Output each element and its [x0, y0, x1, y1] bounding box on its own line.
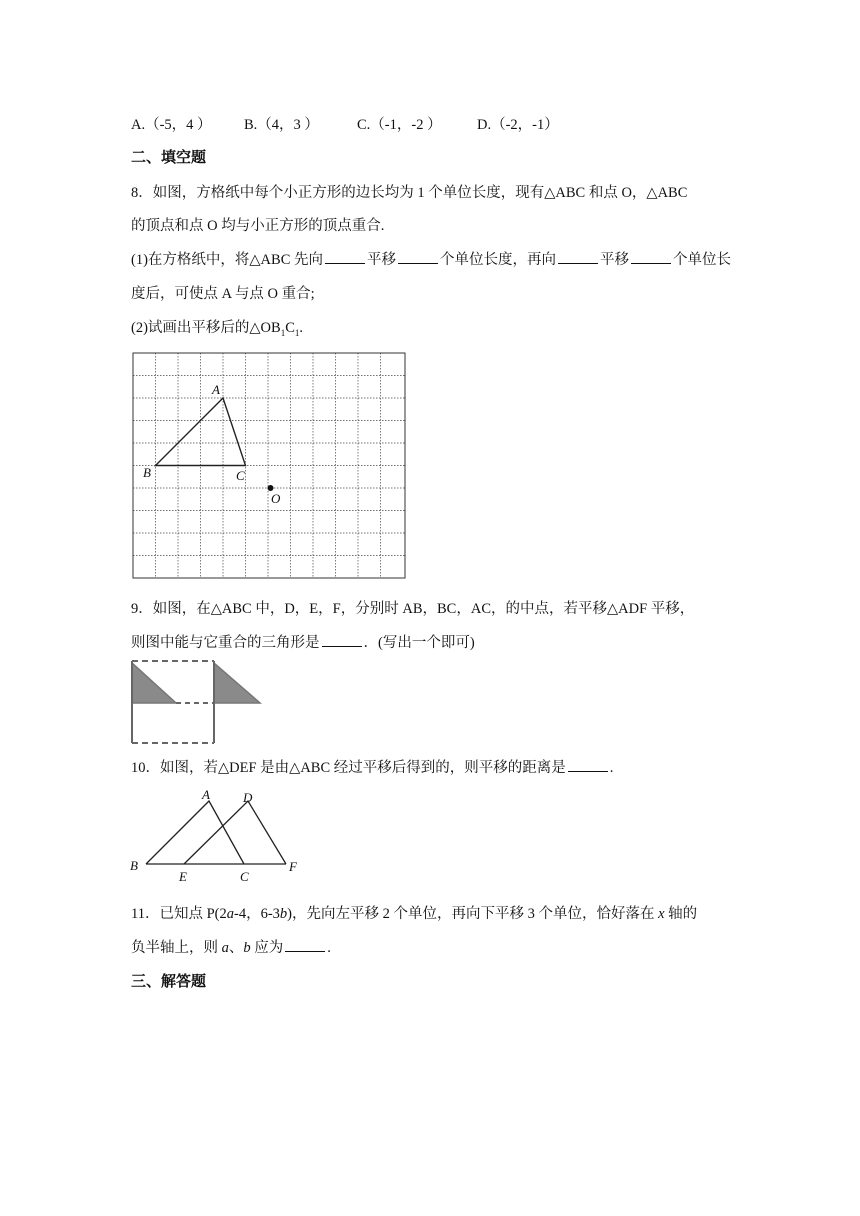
q8-p1-b: 平移: [367, 252, 396, 268]
label-f: F: [289, 859, 297, 874]
q8-p1-d: 平移: [600, 252, 629, 268]
q11-text: 应为: [254, 940, 284, 956]
answer-blank[interactable]: [325, 262, 365, 264]
q11-var-a: a: [221, 940, 229, 956]
q11-var-b: b: [279, 906, 288, 922]
q8-p1-a: (1)在方格纸中，将△ABC 先向: [131, 252, 323, 268]
q8-p1-c: 个单位长度，再向: [440, 252, 556, 268]
answer-blank[interactable]: [322, 645, 362, 647]
option-a: A.（-5，4 ）: [131, 117, 212, 133]
shaded-triangle-right: [214, 663, 260, 703]
q11-var-x: x: [658, 906, 665, 922]
q10-figure: [125, 786, 315, 888]
option-d: D.（-2，-1）: [477, 117, 559, 133]
q9-line2-b: ．(写出一个即可): [363, 635, 475, 651]
q10-line1: [131, 756, 613, 777]
label-b: B: [130, 858, 138, 873]
q11-text: 、: [228, 940, 244, 956]
q11-line1: [131, 902, 697, 923]
label-o: O: [271, 491, 281, 506]
label-d: D: [243, 790, 253, 805]
q11-var-a: a: [226, 906, 234, 922]
q8-p2-c: .: [299, 320, 303, 336]
q8-line1: 8．如图，方格纸中每个小正方形的边长均为 1 个单位长度，现有△ABC 和点 O，△ABC: [131, 185, 688, 201]
q8-part2: [131, 316, 303, 338]
q11-line2: [131, 936, 331, 957]
q9-line1: 9．如图，在△ABC 中，D，E，F，分别时 AB，BC，AC，的中点，若平移△ADF 平移，: [131, 601, 695, 617]
q11-text: .: [327, 940, 331, 956]
label-c: C: [236, 468, 245, 483]
label-a: A: [212, 382, 220, 397]
q11-text: )，先向左平移 2 个单位，再向下平移 3 个单位，恰好落在: [287, 906, 655, 922]
q9-figure: [128, 657, 268, 749]
triangle-abc: [146, 801, 244, 864]
q11-text: 负半轴上，则: [131, 940, 218, 956]
q10-line1-b: .: [609, 760, 614, 776]
q9-line2: [131, 631, 475, 652]
q8-p2-a: (2)试画出平移后的△OB: [131, 320, 281, 336]
label-c: C: [240, 869, 249, 884]
q8-p2-b: C: [285, 320, 295, 336]
q8-line2: 的顶点和点 O 均与小正方形的顶点重合.: [131, 218, 385, 234]
q11-var-b: b: [243, 940, 251, 956]
section-2-title: 二、填空题: [131, 148, 207, 166]
q9-line2-a: 则图中能与它重合的三角形是: [131, 635, 320, 651]
q10-line1-a: 10．如图，若△DEF 是由△ABC 经过平移后得到的，则平移的距离是: [131, 760, 566, 776]
label-a: A: [202, 787, 210, 802]
q8-grid-figure: [130, 350, 410, 582]
q11-text: 轴的: [668, 906, 698, 922]
shaded-triangle-left: [132, 663, 176, 703]
answer-blank[interactable]: [398, 262, 438, 264]
q8-part1-line2: 度后，可使点 A 与点 O 重合;: [131, 286, 315, 302]
q11-text: 11．已知点 P(2: [131, 906, 227, 922]
q8-p2-sub2: 1: [294, 327, 300, 338]
q11-text: -4，6-3: [233, 906, 280, 922]
q8-p1-e: 个单位长: [673, 252, 731, 268]
answer-blank[interactable]: [558, 262, 598, 264]
q8-p2-sub1: 1: [280, 327, 286, 338]
option-c: C.（-1，-2 ）: [357, 117, 442, 133]
section-3-title: 三、解答题: [131, 972, 207, 990]
answer-blank[interactable]: [631, 262, 671, 264]
answer-blank[interactable]: [568, 770, 608, 772]
answer-blank[interactable]: [285, 950, 325, 952]
label-b: B: [143, 465, 151, 480]
label-e: E: [179, 869, 187, 884]
option-b: B.（4，3 ）: [244, 117, 319, 133]
q8-part1: [131, 248, 731, 269]
